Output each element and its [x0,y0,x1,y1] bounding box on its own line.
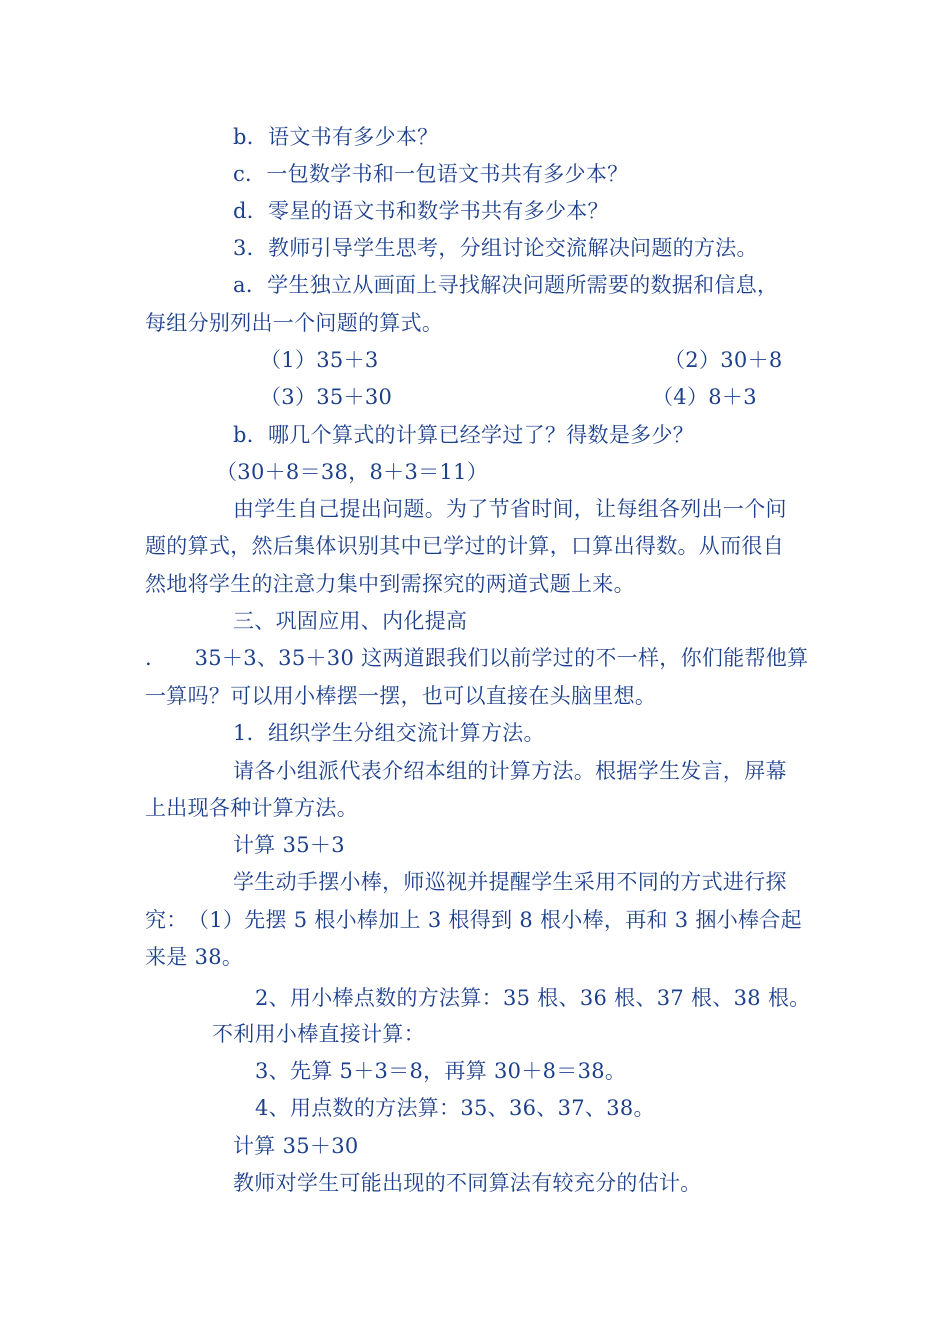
step-3a-line-1: a．学生独立从画面上寻找解决问题所需要的数据和信息， [233,273,779,297]
method-3: 3、先算 5＋3＝8，再算 30＋8＝38。 [255,1059,627,1083]
calc-35-plus-30: 计算 35＋30 [233,1134,359,1158]
sticks-line-2: 究： （1）先摆 5 根小棒加上 3 根得到 8 根小棒，再和 3 捆小棒合起 [145,908,802,932]
method-2: 2、用小棒点数的方法算：35 根、36 根、37 根、38 根。 [255,986,811,1010]
section-3-heading: 三、巩固应用、内化提高 [233,609,468,633]
answer-line: （30＋8＝38，8＋3＝11） [216,460,489,484]
method-4: 4、用点数的方法算：35、36、37、38。 [255,1096,655,1120]
question-c: c．一包数学书和一包语文书共有多少本？ [233,162,629,186]
report-line-1: 请各小组派代表介绍本组的计算方法。根据学生发言，屏幕 [233,759,787,783]
sticks-line-3: 来是 38。 [145,945,244,969]
intro-line-2: 一算吗？可以用小棒摆一摆，也可以直接在头脑里想。 [145,684,657,708]
equation-4: （4）8＋3 [652,385,757,409]
equation-2: （2）30＋8 [664,348,783,372]
equation-3: （3）35＋30 [260,385,393,409]
note-line-3: 然地将学生的注意力集中到需探究的两道式题上来。 [145,572,635,596]
note-line-2: 题的算式，然后集体识别其中已学过的计算，口算出得数。从而很自 [145,534,784,558]
intro-line-1: . 35＋3、35＋30 这两道跟我们以前学过的不一样，你们能帮他算 [145,646,809,670]
organize-heading: 1．组织学生分组交流计算方法。 [233,721,545,745]
sticks-line-1: 学生动手摆小棒，师巡视并提醒学生采用不同的方式进行探 [233,870,787,894]
step-3b: b．哪几个算式的计算已经学过了？得数是多少？ [233,423,695,447]
note-line-1: 由学生自己提出问题。为了节省时间，让每组各列出一个问 [233,497,787,521]
estimate-line: 教师对学生可能出现的不同算法有较充分的估计。 [233,1171,702,1195]
step-3a-line-2: 每组分别列出一个问题的算式。 [145,311,444,335]
no-sticks-heading: 不利用小棒直接计算： [212,1022,425,1046]
question-d: d．零星的语文书和数学书共有多少本？ [233,199,609,223]
step-3-heading: 3．教师引导学生思考，分组讨论交流解决问题的方法。 [233,236,758,260]
question-b: b．语文书有多少本？ [233,125,439,149]
calc-35-plus-3: 计算 35＋3 [233,833,345,857]
report-line-2: 上出现各种计算方法。 [145,796,358,820]
equation-1: （1）35＋3 [260,348,379,372]
